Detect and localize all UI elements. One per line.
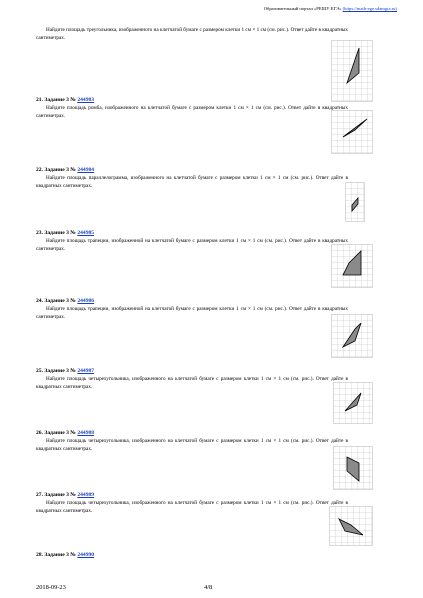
problem-number-link[interactable]: 244986	[77, 298, 95, 304]
problem-text: Найдите площадь треугольника, изображенного на клетчатой бумаге с размером клетки 1 см × 1 см (см. рис.). Ответ дайте в квадратных сантиметрах.	[36, 27, 348, 41]
problem-title	[36, 492, 348, 499]
problem-number-link[interactable]: 244985	[77, 230, 95, 236]
problem-text: Найдите площадь ромба, изображенного на клетчатой бумаге с размером клетки 1 см × 1 см (см. рис.). Ответ дайте в квадратных сантиметрах.	[36, 105, 348, 119]
problem-title-prefix: 21. Задание 3 №	[36, 97, 78, 103]
problem-title-prefix: 22. Задание 3 №	[36, 167, 78, 173]
problem-figure	[331, 244, 373, 288]
problem-title-prefix: 23. Задание 3 №	[36, 230, 78, 236]
problem-item	[36, 430, 348, 453]
problem-text: Найдите площадь четырехугольника, изображенного на клетчатой бумаге с размером клетки 1 см × 1 см (см. рис.). Ответ дайте в квадратных сантиметрах.	[36, 376, 348, 390]
page-header	[264, 6, 397, 12]
problem-title-prefix: 25. Задание 3 №	[36, 368, 78, 374]
header-link[interactable]: (https://math-ege.sdamgia.ru)	[342, 6, 397, 11]
problem-title	[36, 167, 348, 174]
problem-figure	[331, 40, 373, 102]
footer-date: 2018-09-23	[36, 584, 66, 591]
problem-figure	[331, 314, 373, 358]
header-text: Образовательный портал «РЕШУ ЕГЭ»	[263, 6, 343, 11]
problem-title-prefix: 26. Задание 3 №	[36, 430, 78, 436]
problem-figure	[331, 110, 373, 154]
problem-number-link[interactable]: 244989	[77, 492, 95, 498]
problem-text: Найдите площадь трапеции, изображенной на клетчатой бумаге с размером клетки 1 см × 1 см (см. рис.). Ответ дайте в квадратных сантиметрах.	[36, 306, 348, 320]
problem-text: Найдите площадь трапеции, изображенной на клетчатой бумаге с размером клетки 1 см × 1 см (см. рис.). Ответ дайте в квадратных сантиметрах.	[36, 238, 348, 252]
problem-text: Найдите площадь параллелограмма, изображенного на клетчатой бумаге с размером клетки 1 см × 1 см (см. рис.). Ответ дайте в квадратных сантиметрах.	[36, 175, 348, 189]
problem-item	[36, 167, 348, 190]
problem-title	[36, 430, 348, 437]
problem-item	[36, 97, 348, 120]
problem-item	[36, 298, 348, 321]
problem-item	[36, 492, 348, 515]
footer-page-number: 4/8	[204, 584, 213, 591]
problem-text: Найдите площадь четырехугольника, изображенного на клетчатой бумаге с размером клетки 1 см × 1 см (см. рис.). Ответ дайте в квадратных сантиметрах.	[36, 500, 348, 514]
problem-figure	[333, 446, 373, 490]
problem-figure	[333, 382, 373, 424]
problem-item	[36, 552, 348, 559]
problem-title-prefix: 27. Задание 3 №	[36, 492, 78, 498]
problem-number-link[interactable]: 244984	[77, 167, 95, 173]
problem-title	[36, 552, 348, 559]
problem-number-link[interactable]: 244983	[77, 97, 95, 103]
problem-title-prefix: 28. Задание 3 №	[36, 552, 78, 558]
problem-title	[36, 368, 348, 375]
problem-item	[36, 230, 348, 253]
problem-title	[36, 230, 348, 237]
problem-number-link[interactable]: 244988	[77, 430, 95, 436]
problem-item	[36, 26, 348, 42]
problem-item	[36, 368, 348, 391]
problem-title-prefix: 24. Задание 3 №	[36, 298, 78, 304]
problem-text: Найдите площадь четырехугольника, изображенного на клетчатой бумаге с размером клетки 1 см × 1 см (см. рис.). Ответ дайте в квадратных сантиметрах.	[36, 438, 348, 452]
problem-title	[36, 97, 348, 104]
problem-title	[36, 298, 348, 305]
problem-number-link[interactable]: 244987	[77, 368, 95, 374]
problem-number-link[interactable]: 244990	[77, 552, 95, 558]
problem-figure	[345, 182, 365, 222]
problem-figure	[329, 506, 373, 546]
